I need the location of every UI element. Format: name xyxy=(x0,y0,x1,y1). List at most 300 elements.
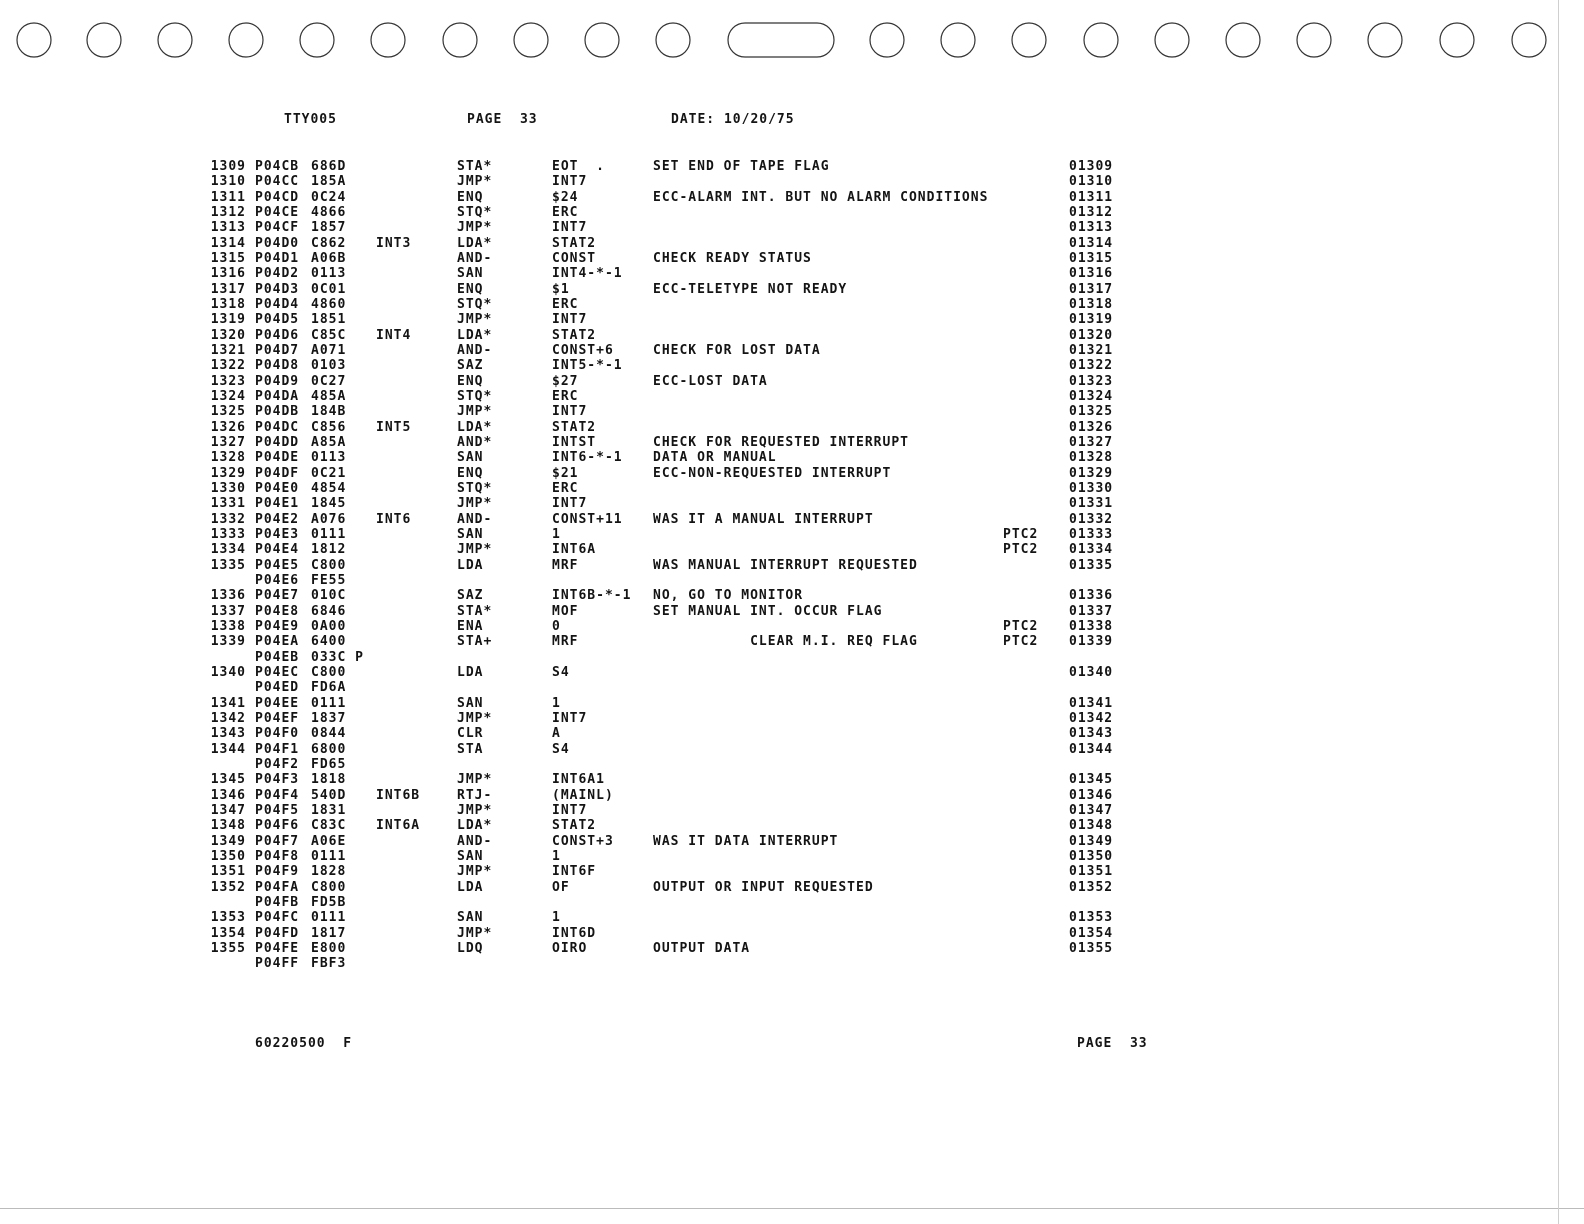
line-number: 1344 xyxy=(210,741,246,757)
opcode: RTJ- xyxy=(457,787,493,803)
sequence-number: 01328 xyxy=(1069,450,1114,466)
location: P04FA xyxy=(255,879,300,895)
object-code: C800 xyxy=(311,664,347,680)
opcode: LDA* xyxy=(457,235,493,251)
opcode: JMP* xyxy=(457,925,493,941)
location: P04FC xyxy=(255,910,300,926)
line-number: 1316 xyxy=(210,266,246,282)
comment: NO, GO TO MONITOR xyxy=(653,588,804,604)
line-number: 1353 xyxy=(210,910,246,926)
sequence-number: 01346 xyxy=(1069,787,1114,803)
sequence-number: 01311 xyxy=(1069,189,1114,205)
operand: 1 xyxy=(552,526,561,542)
operand: S4 xyxy=(552,741,570,757)
object-code: 1818 xyxy=(311,772,347,788)
feed-hole xyxy=(870,23,904,57)
opcode: JMP* xyxy=(457,802,493,818)
location: P04CF xyxy=(255,220,300,236)
object-code: A06B xyxy=(311,250,347,266)
operand: INT7 xyxy=(552,220,588,236)
object-code: A06E xyxy=(311,833,347,849)
line-number: 1330 xyxy=(210,480,246,496)
line-number: 1328 xyxy=(210,450,246,466)
sequence-number: 01332 xyxy=(1069,511,1114,527)
sequence-number: 01354 xyxy=(1069,925,1114,941)
location: P04D4 xyxy=(255,296,300,312)
object-code: 1857 xyxy=(311,220,347,236)
object-code: 0A00 xyxy=(311,618,347,634)
feed-hole xyxy=(371,23,405,57)
location: P04E9 xyxy=(255,618,300,634)
location: P04E6 xyxy=(255,572,300,588)
opcode: LDA* xyxy=(457,327,493,343)
sequence-number: 01342 xyxy=(1069,710,1114,726)
opcode: JMP* xyxy=(457,772,493,788)
line-number: 1317 xyxy=(210,281,246,297)
sequence-number: 01313 xyxy=(1069,220,1114,236)
operand: MOF xyxy=(552,603,579,619)
operand: INT6-*-1 xyxy=(552,450,623,466)
line-number: 1310 xyxy=(210,174,246,190)
opcode: SAN xyxy=(457,910,484,926)
feed-hole xyxy=(1368,23,1402,57)
operand: MRF xyxy=(552,634,579,650)
operand: INT7 xyxy=(552,404,588,420)
label: INT6B xyxy=(376,787,421,803)
location: P04D0 xyxy=(255,235,300,251)
feed-hole xyxy=(585,23,619,57)
sequence-number: 01330 xyxy=(1069,480,1114,496)
feed-hole xyxy=(1512,23,1546,57)
line-number: 1318 xyxy=(210,296,246,312)
opcode: JMP* xyxy=(457,496,493,512)
location: P04F2 xyxy=(255,756,300,772)
location: P04D2 xyxy=(255,266,300,282)
comment: ECC-NON-REQUESTED INTERRUPT xyxy=(653,465,892,481)
opcode: SAN xyxy=(457,450,484,466)
location: P04F4 xyxy=(255,787,300,803)
header-page-number: PAGE 33 xyxy=(467,112,538,127)
sequence-number: 01320 xyxy=(1069,327,1114,343)
line-number: 1325 xyxy=(210,404,246,420)
location: P04CD xyxy=(255,189,300,205)
location: P04D1 xyxy=(255,250,300,266)
sequence-number: 01331 xyxy=(1069,496,1114,512)
object-code: 540D xyxy=(311,787,347,803)
operand: A xyxy=(552,726,561,742)
sequence-number: 01349 xyxy=(1069,833,1114,849)
line-number: 1343 xyxy=(210,726,246,742)
line-number: 1324 xyxy=(210,388,246,404)
sequence-number: 01322 xyxy=(1069,358,1114,374)
sequence-number: 01345 xyxy=(1069,772,1114,788)
object-code: 6846 xyxy=(311,603,347,619)
operand: INT7 xyxy=(552,174,588,190)
location: P04CC xyxy=(255,174,300,190)
feed-hole xyxy=(1155,23,1189,57)
location: P04D7 xyxy=(255,342,300,358)
sequence-number: 01309 xyxy=(1069,159,1114,174)
operand: MRF xyxy=(552,557,579,573)
location: P04DB xyxy=(255,404,300,420)
object-code: 1828 xyxy=(311,864,347,880)
opcode: STQ* xyxy=(457,296,493,312)
label: INT6A xyxy=(376,818,421,834)
location: P04E1 xyxy=(255,496,300,512)
sequence-number: 01343 xyxy=(1069,726,1114,742)
location: P04F8 xyxy=(255,848,300,864)
location: P04FB xyxy=(255,894,300,910)
operand: INT6A1 xyxy=(552,772,605,788)
line-number: 1339 xyxy=(210,634,246,650)
object-code: 185A xyxy=(311,174,347,190)
location: P04E2 xyxy=(255,511,300,527)
object-code: 0111 xyxy=(311,848,347,864)
location: P04E0 xyxy=(255,480,300,496)
sequence-number: 01323 xyxy=(1069,373,1114,389)
line-number: 1354 xyxy=(210,925,246,941)
comment: DATA OR MANUAL xyxy=(653,450,777,466)
sequence-number: 01335 xyxy=(1069,557,1114,573)
opcode: ENQ xyxy=(457,373,484,389)
opcode: AND- xyxy=(457,511,493,527)
location: P04FF xyxy=(255,956,300,972)
comment: CHECK READY STATUS xyxy=(653,250,812,266)
line-number: 1340 xyxy=(210,664,246,680)
line-number: 1336 xyxy=(210,588,246,604)
object-code: C800 xyxy=(311,557,347,573)
object-code: C800 xyxy=(311,879,347,895)
sequence-number: 01348 xyxy=(1069,818,1114,834)
comment: WAS MANUAL INTERRUPT REQUESTED xyxy=(653,557,918,573)
comment: WAS IT DATA INTERRUPT xyxy=(653,833,839,849)
sequence-number: 01344 xyxy=(1069,741,1114,757)
opcode: STA* xyxy=(457,159,493,174)
opcode: AND- xyxy=(457,833,493,849)
location: P04EB xyxy=(255,649,300,665)
object-code: 0C01 xyxy=(311,281,347,297)
line-number: 1322 xyxy=(210,358,246,374)
object-code: 6800 xyxy=(311,741,347,757)
operand: INT7 xyxy=(552,496,588,512)
sequence-number: 01347 xyxy=(1069,802,1114,818)
opcode: JMP* xyxy=(457,312,493,328)
comment: ECC-LOST DATA xyxy=(653,373,768,389)
line-number: 1332 xyxy=(210,511,246,527)
opcode: LDQ xyxy=(457,940,484,956)
operand: (MAINL) xyxy=(552,787,614,803)
sequence-number: 01321 xyxy=(1069,342,1114,358)
page-bottom-edge xyxy=(0,1208,1584,1209)
line-number: 1351 xyxy=(210,864,246,880)
location: P04D6 xyxy=(255,327,300,343)
location: P04F6 xyxy=(255,818,300,834)
location: P04F3 xyxy=(255,772,300,788)
line-number: 1323 xyxy=(210,373,246,389)
reference: PTC2 xyxy=(1003,618,1039,634)
sequence-number: 01338 xyxy=(1069,618,1114,634)
operand: 1 xyxy=(552,695,561,711)
object-code: 4866 xyxy=(311,204,347,220)
operand: CONST+6 xyxy=(552,342,614,358)
line-number: 1333 xyxy=(210,526,246,542)
sequence-number: 01351 xyxy=(1069,864,1114,880)
opcode: STQ* xyxy=(457,204,493,220)
line-number: 1355 xyxy=(210,940,246,956)
line-number: 1335 xyxy=(210,557,246,573)
label: INT3 xyxy=(376,235,412,251)
sequence-number: 01350 xyxy=(1069,848,1114,864)
operand: OF xyxy=(552,879,570,895)
location: P04DD xyxy=(255,434,300,450)
opcode: STA+ xyxy=(457,634,493,650)
sequence-number: 01317 xyxy=(1069,281,1114,297)
opcode: ENA xyxy=(457,618,484,634)
location: P04F0 xyxy=(255,726,300,742)
object-code: FD6A xyxy=(311,680,347,696)
opcode: LDA xyxy=(457,557,484,573)
comment: OUTPUT OR INPUT REQUESTED xyxy=(653,879,874,895)
label: INT6 xyxy=(376,511,412,527)
sequence-number: 01340 xyxy=(1069,664,1114,680)
object-code: 0113 xyxy=(311,450,347,466)
line-number: 1349 xyxy=(210,833,246,849)
location: P04E4 xyxy=(255,542,300,558)
operand: EOT . xyxy=(552,159,605,174)
comment: ECC-ALARM INT. BUT NO ALARM CONDITIONS xyxy=(653,189,989,205)
opcode: STA* xyxy=(457,603,493,619)
object-code: 0111 xyxy=(311,526,347,542)
label: INT5 xyxy=(376,419,412,435)
sequence-number: 01326 xyxy=(1069,419,1114,435)
object-code: 0C27 xyxy=(311,373,347,389)
object-code: 0111 xyxy=(311,695,347,711)
line-number: 1326 xyxy=(210,419,246,435)
line-number: 1320 xyxy=(210,327,246,343)
tractor-feed-holes xyxy=(0,0,1584,80)
opcode: JMP* xyxy=(457,542,493,558)
opcode: SAN xyxy=(457,266,484,282)
location: P04D9 xyxy=(255,373,300,389)
location: P04FE xyxy=(255,940,300,956)
location: P04F1 xyxy=(255,741,300,757)
line-number: 1341 xyxy=(210,695,246,711)
opcode: ENQ xyxy=(457,465,484,481)
object-code: 033C P xyxy=(311,649,364,665)
object-code: A076 xyxy=(311,511,347,527)
operand: ERC xyxy=(552,204,579,220)
location: P04FD xyxy=(255,925,300,941)
operand: 0 xyxy=(552,618,561,634)
object-code: 010C xyxy=(311,588,347,604)
operand: INT7 xyxy=(552,710,588,726)
location: P04E3 xyxy=(255,526,300,542)
feed-hole xyxy=(87,23,121,57)
label: INT4 xyxy=(376,327,412,343)
opcode: JMP* xyxy=(457,864,493,880)
reference: PTC2 xyxy=(1003,634,1039,650)
sequence-number: 01324 xyxy=(1069,388,1114,404)
location: P04DC xyxy=(255,419,300,435)
opcode: STA xyxy=(457,741,484,757)
comment: CHECK FOR LOST DATA xyxy=(653,342,821,358)
operand: INT7 xyxy=(552,312,588,328)
feed-hole xyxy=(443,23,477,57)
location: P04F9 xyxy=(255,864,300,880)
operand: INT7 xyxy=(552,802,588,818)
object-code: 1812 xyxy=(311,542,347,558)
reference: PTC2 xyxy=(1003,526,1039,542)
object-code: 686D xyxy=(311,159,347,174)
operand: INT4-*-1 xyxy=(552,266,623,282)
object-code: E800 xyxy=(311,940,347,956)
location: P04EC xyxy=(255,664,300,680)
operand: INT6D xyxy=(552,925,597,941)
location: P04DF xyxy=(255,465,300,481)
opcode: LDA xyxy=(457,879,484,895)
comment: SET END OF TAPE FLAG xyxy=(653,159,830,174)
location: P04DA xyxy=(255,388,300,404)
line-number: 1338 xyxy=(210,618,246,634)
operand: INTST xyxy=(552,434,597,450)
reference: PTC2 xyxy=(1003,542,1039,558)
object-code: C85C xyxy=(311,327,347,343)
object-code: 0844 xyxy=(311,726,347,742)
location: P04E5 xyxy=(255,557,300,573)
opcode: SAZ xyxy=(457,588,484,604)
opcode: STQ* xyxy=(457,480,493,496)
sequence-number: 01341 xyxy=(1069,695,1114,711)
operand: $27 xyxy=(552,373,579,389)
line-number: 1345 xyxy=(210,772,246,788)
feed-hole xyxy=(1012,23,1046,57)
sequence-number: 01310 xyxy=(1069,174,1114,190)
operand: ERC xyxy=(552,480,579,496)
line-number: 1314 xyxy=(210,235,246,251)
sequence-number: 01339 xyxy=(1069,634,1114,650)
operand: STAT2 xyxy=(552,419,597,435)
feed-hole xyxy=(941,23,975,57)
object-code: FBF3 xyxy=(311,956,347,972)
object-code: 4854 xyxy=(311,480,347,496)
object-code: FD5B xyxy=(311,894,347,910)
location: P04EA xyxy=(255,634,300,650)
object-code: 0111 xyxy=(311,910,347,926)
location: P04DE xyxy=(255,450,300,466)
feed-hole xyxy=(514,23,548,57)
sequence-number: 01353 xyxy=(1069,910,1114,926)
feed-hole xyxy=(1440,23,1474,57)
feed-slot xyxy=(728,23,834,57)
operand: 1 xyxy=(552,910,561,926)
line-number: 1309 xyxy=(210,159,246,174)
line-number: 1346 xyxy=(210,787,246,803)
comment: SET MANUAL INT. OCCUR FLAG xyxy=(653,603,883,619)
operand: S4 xyxy=(552,664,570,680)
comment: ECC-TELETYPE NOT READY xyxy=(653,281,848,297)
operand: STAT2 xyxy=(552,818,597,834)
opcode: JMP* xyxy=(457,220,493,236)
operand: ERC xyxy=(552,296,579,312)
comment: CLEAR M.I. REQ FLAG xyxy=(653,634,918,650)
operand: INT6A xyxy=(552,542,597,558)
comment: CHECK FOR REQUESTED INTERRUPT xyxy=(653,434,909,450)
object-code: 184B xyxy=(311,404,347,420)
operand: $21 xyxy=(552,465,579,481)
sequence-number: 01314 xyxy=(1069,235,1114,251)
opcode: JMP* xyxy=(457,404,493,420)
operand: INT5-*-1 xyxy=(552,358,623,374)
location: P04D8 xyxy=(255,358,300,374)
footer-doc-number: 60220500 F xyxy=(255,1036,353,1051)
operand: CONST+3 xyxy=(552,833,614,849)
operand: STAT2 xyxy=(552,235,597,251)
feed-hole xyxy=(300,23,334,57)
location: P04E8 xyxy=(255,603,300,619)
line-number: 1337 xyxy=(210,603,246,619)
location: P04ED xyxy=(255,680,300,696)
sequence-number: 01318 xyxy=(1069,296,1114,312)
object-code: FD65 xyxy=(311,756,347,772)
sequence-number: 01315 xyxy=(1069,250,1114,266)
opcode: ENQ xyxy=(457,281,484,297)
opcode: ENQ xyxy=(457,189,484,205)
location: P04D5 xyxy=(255,312,300,328)
operand: INT6F xyxy=(552,864,597,880)
sequence-number: 01333 xyxy=(1069,526,1114,542)
opcode: AND- xyxy=(457,250,493,266)
object-code: C83C xyxy=(311,818,347,834)
comment: OUTPUT DATA xyxy=(653,940,751,956)
opcode: SAN xyxy=(457,848,484,864)
object-code: A071 xyxy=(311,342,347,358)
opcode: LDA xyxy=(457,664,484,680)
line-number: 1311 xyxy=(210,189,246,205)
feed-hole xyxy=(1297,23,1331,57)
object-code: A85A xyxy=(311,434,347,450)
feed-hole xyxy=(656,23,690,57)
comment: WAS IT A MANUAL INTERRUPT xyxy=(653,511,874,527)
object-code: C856 xyxy=(311,419,347,435)
location: P04F5 xyxy=(255,802,300,818)
sequence-number: 01319 xyxy=(1069,312,1114,328)
footer-page-number: PAGE 33 xyxy=(1077,1036,1148,1051)
object-code: FE55 xyxy=(311,572,347,588)
sequence-number: 01352 xyxy=(1069,879,1114,895)
opcode: SAN xyxy=(457,695,484,711)
feed-hole xyxy=(229,23,263,57)
object-code: 485A xyxy=(311,388,347,404)
opcode: LDA* xyxy=(457,818,493,834)
opcode: LDA* xyxy=(457,419,493,435)
feed-hole xyxy=(17,23,51,57)
line-number: 1331 xyxy=(210,496,246,512)
line-number: 1352 xyxy=(210,879,246,895)
opcode: SAZ xyxy=(457,358,484,374)
operand: CONST+11 xyxy=(552,511,623,527)
line-number: 1342 xyxy=(210,710,246,726)
line-number: 1319 xyxy=(210,312,246,328)
object-code: C862 xyxy=(311,235,347,251)
location: P04EF xyxy=(255,710,300,726)
opcode: AND* xyxy=(457,434,493,450)
object-code: 4860 xyxy=(311,296,347,312)
line-number: 1327 xyxy=(210,434,246,450)
location: P04E7 xyxy=(255,588,300,604)
opcode: JMP* xyxy=(457,174,493,190)
object-code: 1851 xyxy=(311,312,347,328)
object-code: 0103 xyxy=(311,358,347,374)
